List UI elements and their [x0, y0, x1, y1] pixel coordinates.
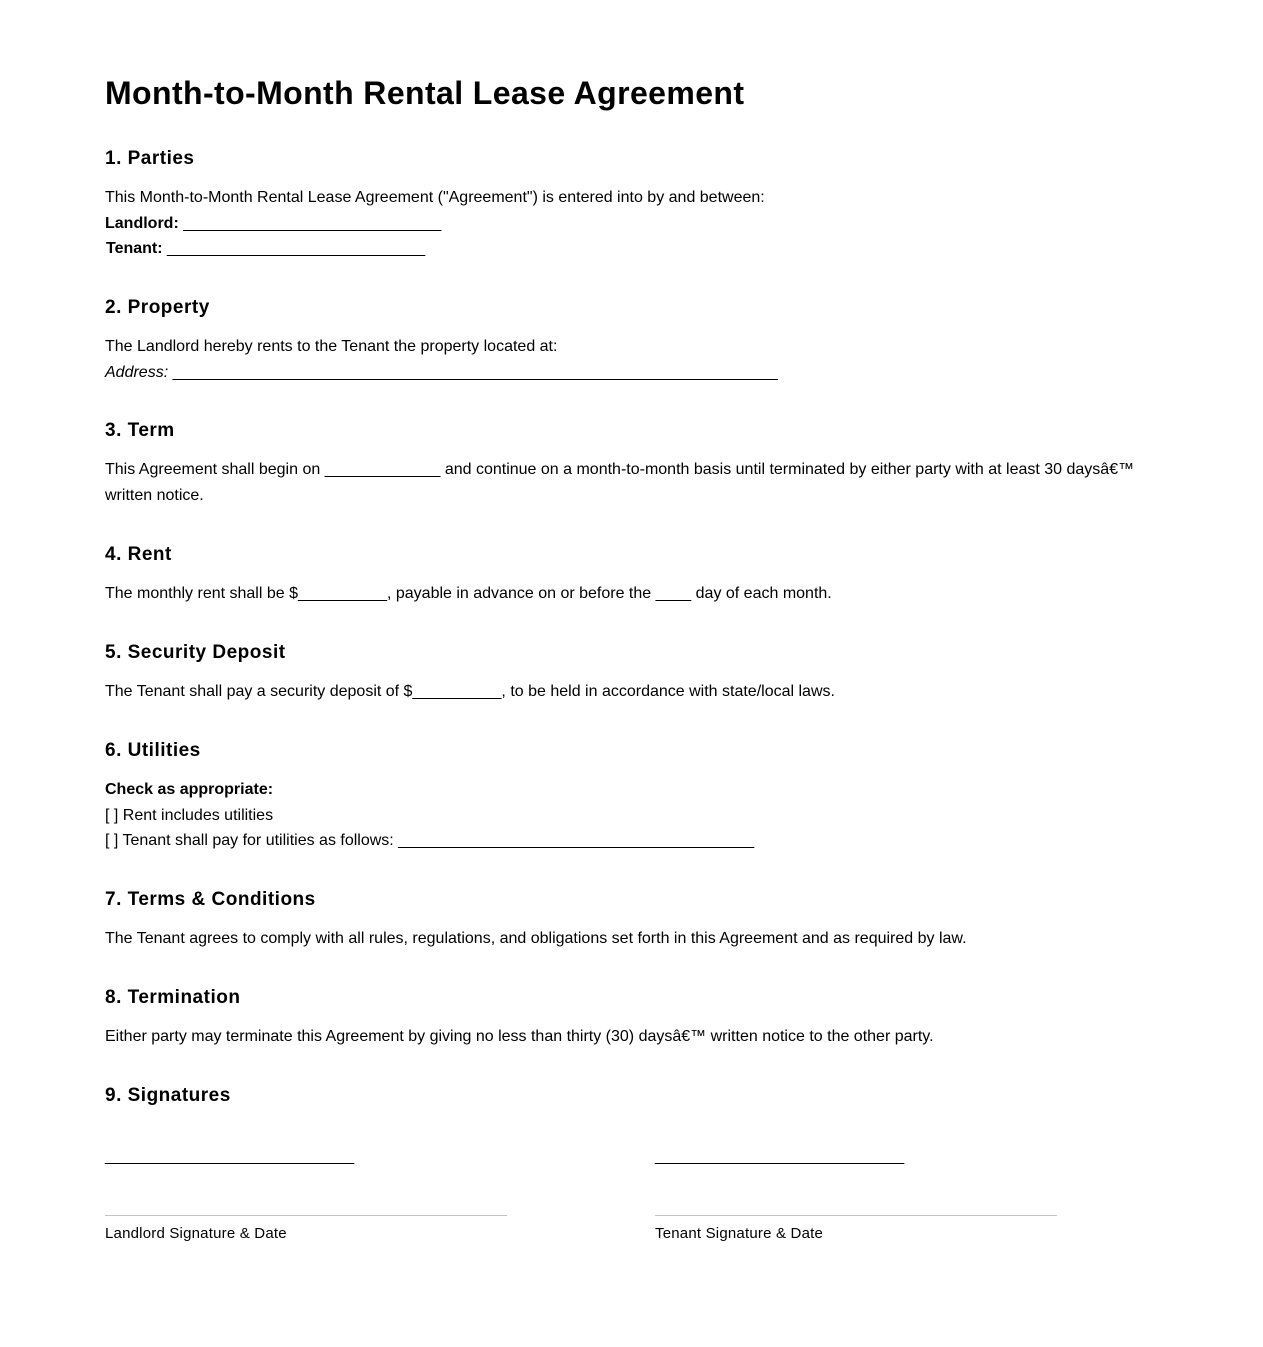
section-body-rent: [105, 581, 1165, 607]
tenant-signature-line[interactable]: ____________________________: [655, 1148, 905, 1165]
landlord-signature-label: Landlord Signature & Date: [105, 1225, 287, 1242]
section-term: [105, 419, 1165, 508]
section-heading-termination: 8. Termination: [105, 987, 241, 1008]
tenant-field[interactable]: [105, 236, 1165, 262]
section-utilities: [105, 739, 1165, 854]
landlord-signature-divider: [105, 1215, 507, 1216]
tenant-signature-label: Tenant Signature & Date: [655, 1225, 824, 1242]
section-security-deposit: [105, 641, 1165, 705]
security-deposit-text: The Tenant shall pay a security deposit of $__________, to be held in accordance with state/local laws.: [105, 683, 835, 700]
utilities-check-label: Check as appropriate:: [105, 781, 274, 798]
section-heading-terms-conditions: 7. Terms & Conditions: [105, 889, 316, 910]
terms-conditions-text: The Tenant agrees to comply with all rules, regulations, and obligations set forth in this Agreement and as required by law.: [105, 930, 967, 947]
utilities-option-included[interactable]: [ ] Rent includes utilities: [105, 806, 274, 824]
address-field[interactable]: [105, 360, 1165, 386]
landlord-signature-line[interactable]: ____________________________: [105, 1148, 355, 1165]
section-body-utilities: [105, 777, 1165, 854]
section-heading-signatures: 9. Signatures: [105, 1085, 231, 1106]
landlord-signature-block: [105, 1147, 507, 1242]
property-intro: The Landlord hereby rents to the Tenant the property located at:: [105, 338, 558, 355]
termination-text: Either party may terminate this Agreement by giving no less than thirty (30) daysâ€™ written notice to the other party.: [105, 1028, 934, 1045]
tenant-signature-divider: [655, 1215, 1057, 1216]
section-termination: [105, 986, 1165, 1050]
landlord-label: Landlord:: [105, 214, 179, 232]
section-body-security-deposit: [105, 679, 1165, 705]
tenant-label: Tenant:: [106, 240, 163, 257]
section-parties: [105, 147, 1165, 262]
address-label: Address:: [105, 363, 169, 381]
section-body-termination: [105, 1024, 1165, 1050]
section-heading-rent: 4. Rent: [105, 544, 172, 565]
section-terms-conditions: [105, 888, 1165, 952]
address-blank[interactable]: ____________________________________________________________________: [168, 363, 778, 381]
section-rent: [105, 543, 1165, 607]
landlord-field[interactable]: [105, 211, 1165, 237]
section-body-property: [105, 334, 1165, 385]
section-signatures: [105, 1084, 1165, 1108]
section-body-parties: [105, 185, 1165, 262]
section-property: [105, 296, 1165, 385]
section-body-term: [105, 457, 1165, 508]
section-heading-parties: 1. Parties: [105, 148, 195, 169]
document-title: Month-to-Month Rental Lease Agreement: [105, 75, 745, 111]
section-heading-term: 3. Term: [105, 420, 175, 441]
parties-intro: This Month-to-Month Rental Lease Agreement ("Agreement") is entered into by and between:: [105, 189, 765, 206]
rent-text: The monthly rent shall be $__________, payable in advance on or before the ____ day of each month.: [105, 585, 832, 602]
tenant-signature-block: [655, 1147, 1057, 1242]
section-heading-property: 2. Property: [105, 297, 210, 318]
section-heading-security-deposit: 5. Security Deposit: [105, 642, 286, 663]
utilities-option-tenant-pays[interactable]: [ ] Tenant shall pay for utilities as follows: ________________________________________: [105, 832, 755, 849]
landlord-blank[interactable]: _____________________________: [178, 214, 442, 232]
section-heading-utilities: 6. Utilities: [105, 740, 201, 761]
term-text: This Agreement shall begin on _____________ and continue on a month-to-month basis until terminated by either party with at least 30 daysâ€™ written notice.: [105, 461, 1135, 504]
section-body-terms-conditions: [105, 926, 1165, 952]
tenant-blank[interactable]: _____________________________: [162, 240, 426, 257]
